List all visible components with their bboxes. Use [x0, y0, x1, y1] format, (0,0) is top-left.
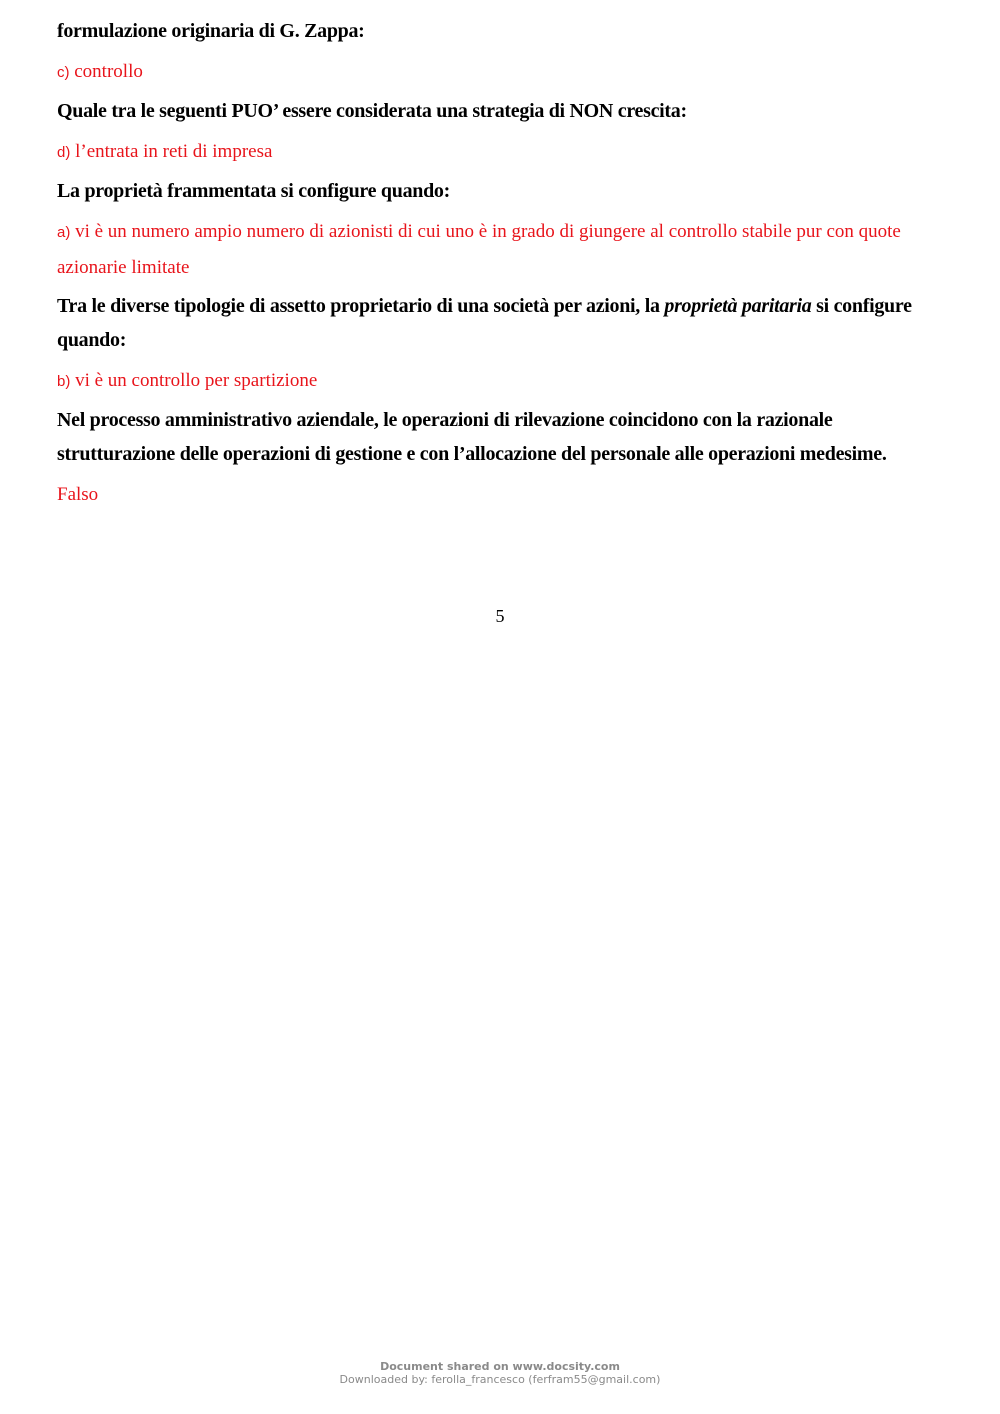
- answer-body: vi è un controllo per spartizione: [70, 370, 318, 391]
- answer-letter: a): [57, 224, 71, 241]
- answer-body: vi è un numero ampio numero di azionisti di cui uno è in grado di giungere al controllo stabile pur con quote azionarie limitate: [57, 221, 901, 278]
- answer-body: controllo: [69, 61, 143, 82]
- answer-body: l’entrata in reti di impresa: [70, 141, 273, 162]
- question-text-end: si configure quando:: [57, 295, 912, 351]
- question-text: formulazione originaria di G. Zappa:: [57, 20, 365, 42]
- footer-shared-line: Document shared on www.docsity.com: [380, 1360, 620, 1373]
- answer-letter: b): [57, 373, 71, 390]
- answer-text: [57, 134, 937, 170]
- answer-text: [57, 214, 937, 285]
- question-text: Quale tra le seguenti PUO’ essere considerata una strategia di NON crescita:: [57, 100, 687, 122]
- question-text-start: Tra le diverse tipologie di assetto proprietario di una società per azioni, la: [57, 295, 665, 317]
- question-text: La proprietà frammentata si configure quando:: [57, 180, 450, 202]
- docsity-footer: [0, 1360, 1000, 1386]
- question-text: Nel processo amministrativo aziendale, le operazioni di rilevazione coincidono con la razionale strutturazione delle operazioni di gestione e con l’allocazione del personale alle operazioni medesime.: [57, 409, 887, 465]
- answer-letter: d): [57, 144, 71, 161]
- answer-text: [57, 54, 937, 90]
- answer-text: Falso: [57, 484, 99, 505]
- page-number: 5: [495, 606, 505, 626]
- answer-text: [57, 363, 937, 399]
- question-emphasis: proprietà paritaria: [664, 295, 812, 317]
- footer-downloaded-line: Downloaded by: ferolla_francesco (ferfram55@gmail.com): [339, 1373, 661, 1386]
- document-content: [57, 14, 937, 516]
- answer-letter: c): [57, 64, 70, 81]
- question-text: [57, 289, 937, 357]
